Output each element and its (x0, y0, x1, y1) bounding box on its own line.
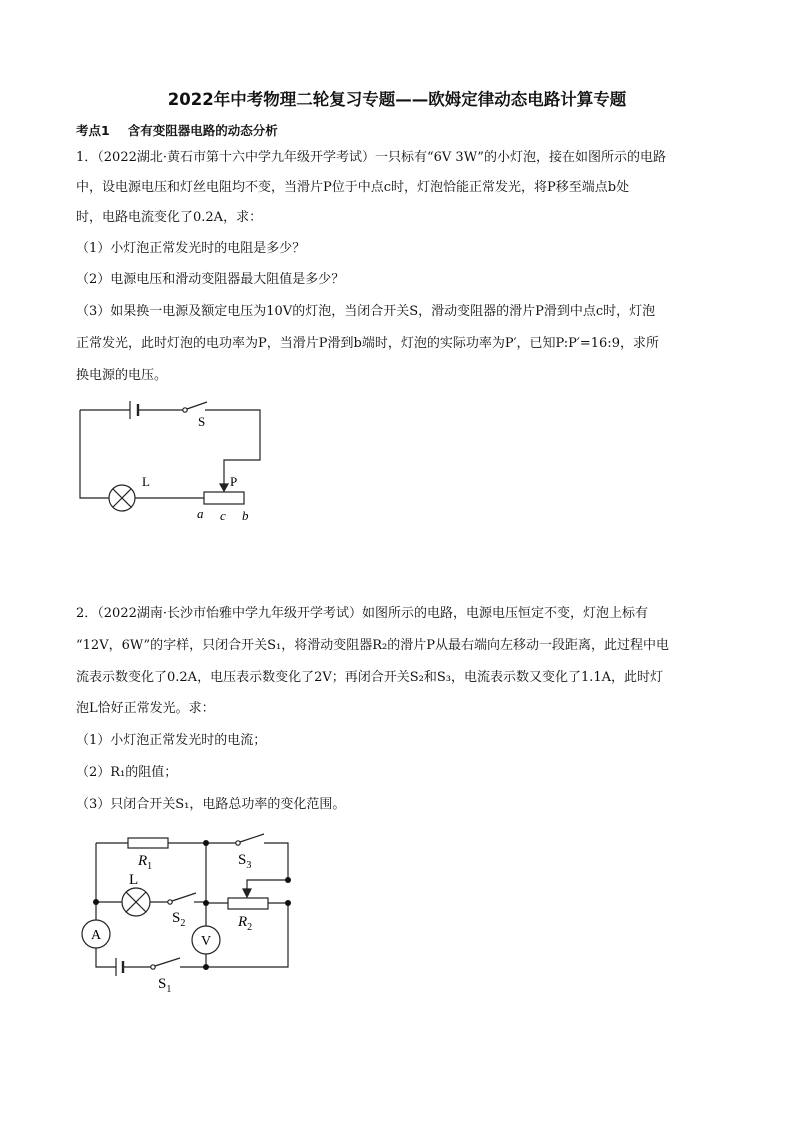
q1-line: 正常发光，此时灯泡的电功率为P，当滑片P滑到b端时，灯泡的实际功率为P′，已知P:P′=16:9，求所 (76, 336, 659, 351)
junction-dot (203, 964, 209, 970)
q1-line: 时，电路电流变化了0.2A，求： (76, 210, 263, 225)
q2-line: （1）小灯泡正常发光时的电流； (76, 733, 267, 748)
r1-label: $R_1$ (138, 853, 153, 872)
switch-contact (151, 965, 155, 969)
q2-line: （2）R₁的阻值； (76, 765, 178, 780)
section-text: 含有变阻器电路的动态分析 (127, 123, 278, 138)
lamp-label: L (129, 872, 139, 888)
resistor-r1 (128, 838, 168, 848)
lamp-label: L (142, 474, 150, 489)
wire (247, 880, 288, 889)
wire (264, 843, 288, 880)
mid-c-label: c (220, 508, 226, 523)
q1-line: （1）小灯泡正常发光时的电阻是多少？ (76, 241, 306, 256)
s1-label: $S_1$ (158, 976, 172, 995)
q1-line: 1．（2022湖北·黄石市第十六中学九年级开学考试）一只标有“6V 3W”的小灯泡，接在如图所示的电路 (76, 150, 666, 165)
q2-line: 泡L恰好正常发光。求： (76, 701, 215, 716)
q1-line: （3）如果换一电源及额定电压为10V的灯泡，当闭合开关S，滑动变阻器的滑片P滑到中点c时，灯泡 (76, 304, 656, 319)
q1-line: 中，设电源电压和灯丝电阻均不变，当滑片P位于中点c时，灯泡恰能正常发光，将P移至端点b处 (76, 180, 630, 195)
q1-line: （2）电源电压和滑动变阻器最大阻值是多少？ (76, 272, 345, 287)
switch-contact (168, 900, 172, 904)
voltmeter-label: V (200, 934, 212, 949)
section-label: 考点1 (76, 123, 110, 138)
junction-dot (285, 900, 291, 906)
switch-s3-blade (240, 834, 264, 842)
switch-s2-blade (172, 893, 196, 901)
page-title: 2022年中考物理二轮复习专题——欧姆定律动态电路计算专题 (167, 90, 627, 109)
ammeter-label: A (90, 928, 102, 943)
wire (96, 948, 116, 967)
r2-label: $R_2$ (238, 914, 253, 933)
switch-label: S (198, 414, 206, 429)
q2-line: 流表示数变化了0.2A，电压表示数变化了2V；再闭合开关S₂和S₃，电流表示数又变化了1.1A，此时灯 (76, 670, 664, 685)
rheostat-r2 (228, 898, 268, 909)
s2-label: $S_2$ (172, 910, 186, 929)
switch-contact (236, 841, 240, 845)
switch-s1-blade (155, 958, 180, 966)
end-a-label: a (197, 506, 204, 521)
q1-line: 换电源的电压。 (76, 368, 168, 383)
q2-line: “12V，6W”的字样，只闭合开关S₁，将滑动变阻器R₂的滑片P从最右端向左移动一段距离，此过程中电 (76, 638, 669, 653)
q2-line: （3）只闭合开关S₁，电路总功率的变化范围。 (76, 797, 346, 812)
junction-dot (93, 899, 99, 905)
end-b-label: b (242, 508, 249, 523)
junction-dot (203, 840, 209, 846)
slider-arrow (243, 889, 251, 897)
junction-dot (203, 900, 209, 906)
junction-dot (285, 877, 291, 883)
q2-line: 2．（2022湖南·长沙市怡雅中学九年级开学考试）如图所示的电路，电源电压恒定不变，灯泡上标有 (76, 606, 648, 621)
s3-label: $S_3$ (238, 852, 252, 871)
slider-label: P (230, 474, 238, 489)
